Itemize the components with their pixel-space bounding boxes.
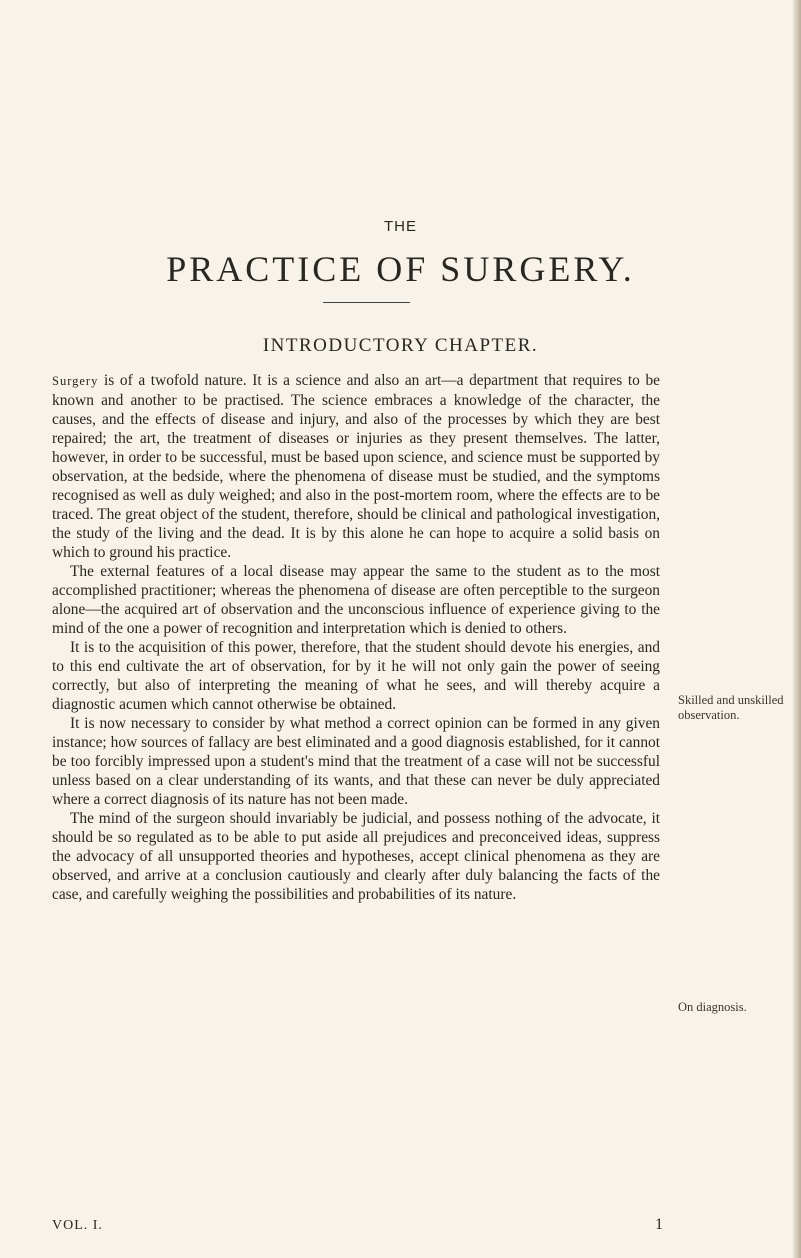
page-number: 1 [655, 1216, 664, 1233]
chapter-heading: INTRODUCTORY CHAPTER. [262, 335, 539, 356]
page-edge [793, 0, 801, 1258]
paragraph-2: The external features of a local disease may appear the same to the student as to the most accomplished practitioner; whereas the phenomena of disease are often perceptible to the surgeon alone—the acquired art of observation and the unconscious influence of experience giving to the mind of the one a power of recognition and interpretation which is denied to others. [52, 563, 660, 637]
margin-note-observation: Skilled and unskilled observation. [678, 693, 784, 722]
paragraph-1-text: is of a twofold nature. It is a science and also an art—a department that requires to be known and another to be practised. The science embraces a knowledge of the character, the causes, and the effects of disease and injury, and also of the processes by which they are best repaired; the art, the treatment of diseases or injuries as they present themselves. The latter, however, in order to be successful, must be based upon science, and science must be supported by observation, at the bedside, where the phenomena of disease must be studied, and the symptoms recognised as well as duly weighed; and also in the post-mortem room, where the effects are to be traced. The great object of the student, therefore, should be clinical and pathological investigation, the study of the living and the dead. It is by this alone he can hope to acquire a solid basis on which to ground his practice. [52, 372, 660, 561]
paragraph-5: The mind of the surgeon should invariably be judicial, and possess nothing of the advocate, it should be so regulated as to be able to put aside all prejudices and preconceived ideas, suppress the advocacy of all unsupported theories and hypotheses, accept clinical phenomena as they are observed, and arrive at a conclusion cautiously and clearly after duly balancing the facts of the case, and carefully weighing the possibilities and probabilities of its nature. [52, 810, 660, 903]
paragraph-lead: Surgery [52, 374, 99, 388]
volume-signature: VOL. I. [52, 1218, 103, 1233]
book-title: PRACTICE OF SURGERY. [166, 249, 635, 289]
paragraph-1 [52, 371, 660, 562]
page-footer [52, 1216, 664, 1234]
title-rule [323, 302, 410, 303]
body-text [52, 371, 660, 904]
paragraph-4: It is now necessary to consider by what method a correct opinion can be formed in any given instance; how sources of fallacy are best eliminated and a good diagnosis established, for it cannot be too forcibly impressed upon a student's mind that the treatment of a case will not be successful unless based on a clear understanding of its wants, and that these can never be duly appreciated where a correct diagnosis of its nature has not been made. [52, 715, 660, 808]
pre-title: THE [384, 218, 417, 235]
margin-note-diagnosis: On diagnosis. [678, 1000, 747, 1014]
paragraph-3: It is to the acquisition of this power, therefore, that the student should devote his energies, and to this end cultivate the art of observation, for by it he will not only gain the power of seeing correctly, but also of interpreting the meaning of what he sees, and will thereby acquire a diagnostic acumen which cannot otherwise be obtained. [52, 639, 660, 713]
